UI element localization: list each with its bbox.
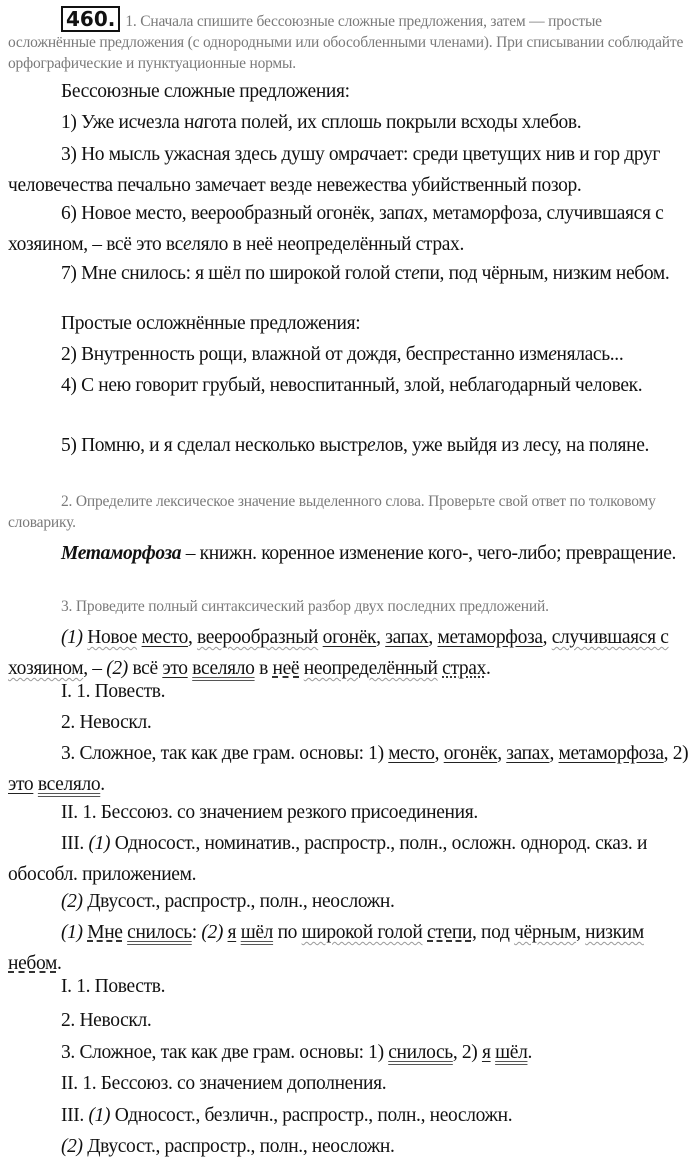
text-segment: это: [162, 658, 188, 679]
task-2: 2. Определите лексическое значение выделенного слова. Проверьте свой ответ по толковому словарику.: [8, 493, 656, 531]
text-segment: гота полей, их сплош: [203, 112, 373, 133]
text-segment: вселяло: [192, 658, 255, 679]
analysis-1-line-6: [8, 886, 692, 917]
text-segment: е: [451, 344, 460, 365]
text-segment: (2): [61, 1136, 83, 1157]
text-segment: запах: [385, 627, 429, 648]
text-segment: е: [411, 263, 420, 284]
text-segment: езла н: [145, 112, 195, 133]
text-segment: место: [388, 743, 435, 764]
text-segment: это: [8, 774, 34, 795]
text-segment: лов, уже выйдя из лесу, на поляне.: [375, 435, 650, 456]
analysis-2-line-6: [8, 1131, 692, 1162]
text-segment: (1): [61, 627, 83, 648]
analysis-1-sentence: (1) Новое место, веерообразный огонёк, запах, метаморфоза, случившаяся с хозяином, – (2) всё это вселяло в неё неопределённый страх.: [8, 627, 669, 679]
definition: [8, 538, 692, 569]
text-segment: Двусост., распростр., полн., неосложн.: [82, 1136, 395, 1157]
text-segment: страх: [442, 658, 486, 679]
sentence-6: [8, 198, 692, 260]
analysis-2-line-2: 2. Невоскл.: [61, 1010, 152, 1031]
analysis-2-line-4: II. 1. Бессоюз. со значением дополнения.: [61, 1073, 387, 1094]
text-segment: чает везде невежества убийственный позор.: [231, 175, 582, 196]
text-segment: III.: [61, 1105, 89, 1126]
text-segment: Односост., номинатив., распростр., полн., осложн. однород. сказ. и обособл. приложением.: [8, 833, 648, 885]
text-segment: ч: [136, 112, 146, 133]
exercise-number: 460.: [61, 6, 120, 32]
text-segment: покрыли всходы хлебов.: [381, 112, 582, 133]
text-segment: а: [194, 112, 204, 133]
task-1-text: 1. Сначала спишите бессоюзные сложные предложения, затем — простые осложнённые предложения (с однородными или обособленными членами). При списывании соблюдайте орфографические и пунктуационные нормы.: [8, 13, 684, 72]
text-segment: метаморфоза: [558, 743, 664, 764]
text-segment: по: [277, 922, 298, 943]
text-segment: под: [481, 922, 510, 943]
text-segment: случившаяся с хозяином: [8, 627, 669, 679]
text-segment: 2) Внутренность рощи, влажной от дождя, беспр: [61, 344, 452, 365]
analysis-2-line-1: I. 1. Повеств.: [61, 976, 166, 997]
text-segment: чает: среди цветущих нив и гор друг человечества печально зам: [8, 144, 661, 196]
analysis-2-sentence: (1) Мне снилось: (2) я шёл по широкой голой степи, под чёрным, низким небом.: [8, 922, 644, 974]
text-segment: снилось: [127, 922, 192, 943]
sentence-7: [8, 258, 692, 289]
text-segment: , 2): [452, 1042, 482, 1063]
text-segment: а: [404, 203, 414, 224]
text-segment: Двусост., распростр., полн., неосложн.: [82, 891, 395, 912]
text-segment: место: [141, 627, 188, 648]
task-3: 3. Проведите полный синтаксический разбор двух последних предложений.: [61, 598, 549, 615]
text-segment: низким: [585, 922, 644, 943]
text-segment: ляло в неё неопределённый страх.: [191, 234, 464, 255]
text-segment: веерообразный: [197, 627, 319, 648]
text-segment: в: [259, 658, 268, 679]
text-segment: шёл: [495, 1042, 528, 1063]
text-segment: шёл: [240, 922, 274, 943]
sentence-4: 4) С нею говорит грубый, невоспитанный, злой, неблагодарный человек.: [61, 375, 643, 396]
analysis-1-line-2: 2. Невоскл.: [61, 712, 152, 733]
definition-term: Метаморфоза: [61, 543, 182, 564]
text-segment: 1) Уже ис: [61, 112, 137, 133]
text-segment: а: [359, 144, 369, 165]
sentence-1: [8, 107, 692, 138]
text-segment: метаморфоза: [437, 627, 543, 648]
section-heading-simple: Простые осложнённые предложения:: [61, 313, 361, 334]
analysis-1-line-1: I. 1. Повеств.: [61, 681, 166, 702]
text-segment: Новое: [87, 627, 138, 648]
text-segment: е: [222, 175, 231, 196]
text-segment: вселяло: [37, 774, 101, 795]
text-segment: о: [481, 203, 491, 224]
analysis-2-line-3: 3. Сложное, так как две грам. основы: 1) снилось, 2) я шёл.: [61, 1042, 532, 1063]
text-segment: (2): [106, 658, 128, 679]
text-segment: запах: [506, 743, 550, 764]
text-segment: (1): [88, 1105, 111, 1126]
analysis-1-line-5: [8, 828, 692, 890]
text-segment: широкой голой: [301, 922, 423, 943]
text-segment: (2): [61, 891, 83, 912]
text-segment: пи, под чёрным, низким небом.: [419, 263, 670, 284]
text-segment: небом: [8, 953, 57, 974]
text-segment: е: [548, 344, 557, 365]
task-1: [8, 6, 692, 74]
text-segment: степи: [427, 922, 472, 943]
analysis-2-line-5: [8, 1100, 692, 1131]
text-segment: станно изм: [459, 344, 549, 365]
text-segment: огонёк: [322, 627, 377, 648]
text-segment: е: [367, 435, 376, 456]
text-segment: ь: [372, 112, 382, 133]
text-segment: Односост., безличн., распростр., полн., неосложн.: [110, 1105, 513, 1126]
text-segment: 7) Мне снилось: я шёл по широкой голой ст: [61, 263, 412, 284]
text-segment: х, метам: [413, 203, 482, 224]
text-segment: 3. Сложное, так как две грам. основы: 1): [61, 1042, 389, 1063]
analysis-1-line-3: 3. Сложное, так как две грам. основы: 1) место, огонёк, запах, метаморфоза, 2) это вселяло.: [8, 743, 689, 795]
text-segment: 6) Новое место, веерообразный огонёк, зап: [61, 203, 405, 224]
text-segment: III.: [61, 833, 89, 854]
text-segment: огонёк: [443, 743, 498, 764]
text-segment: всё: [132, 658, 158, 679]
text-segment: я: [227, 922, 237, 943]
text-segment: рфоза, случившаяся с хозяином, – всё это вс: [8, 203, 664, 255]
text-segment: Мне: [87, 922, 123, 943]
text-segment: нялась...: [556, 344, 624, 365]
definition-text: – книжн. коренное изменение кого-, чего-либо; превращение.: [181, 543, 677, 564]
text-segment: 3. Сложное, так как две грам. основы: 1): [61, 743, 389, 764]
text-segment: 5) Помню, и я сделал несколько выстр: [61, 435, 368, 456]
text-segment: снилось: [388, 1042, 453, 1063]
text-segment: чёрным: [514, 922, 577, 943]
text-segment: (1): [88, 833, 111, 854]
sentence-5: [8, 430, 692, 461]
text-segment: неопределённый: [303, 658, 438, 679]
text-segment: (1): [61, 922, 83, 943]
text-segment: 3) Но мысль ужасная здесь душу омр: [61, 144, 360, 165]
section-heading-complex: Бессоюзные сложные предложения:: [61, 81, 350, 102]
text-segment: неё: [272, 658, 300, 679]
sentence-2: [8, 339, 692, 370]
text-segment: я: [481, 1042, 491, 1063]
text-segment: е: [182, 234, 192, 255]
sentence-3: [8, 139, 692, 201]
text-segment: , 2): [663, 743, 689, 764]
analysis-1-line-4: II. 1. Бессоюз. со значением резкого присоединения.: [61, 802, 478, 823]
text-segment: (2): [201, 922, 224, 943]
